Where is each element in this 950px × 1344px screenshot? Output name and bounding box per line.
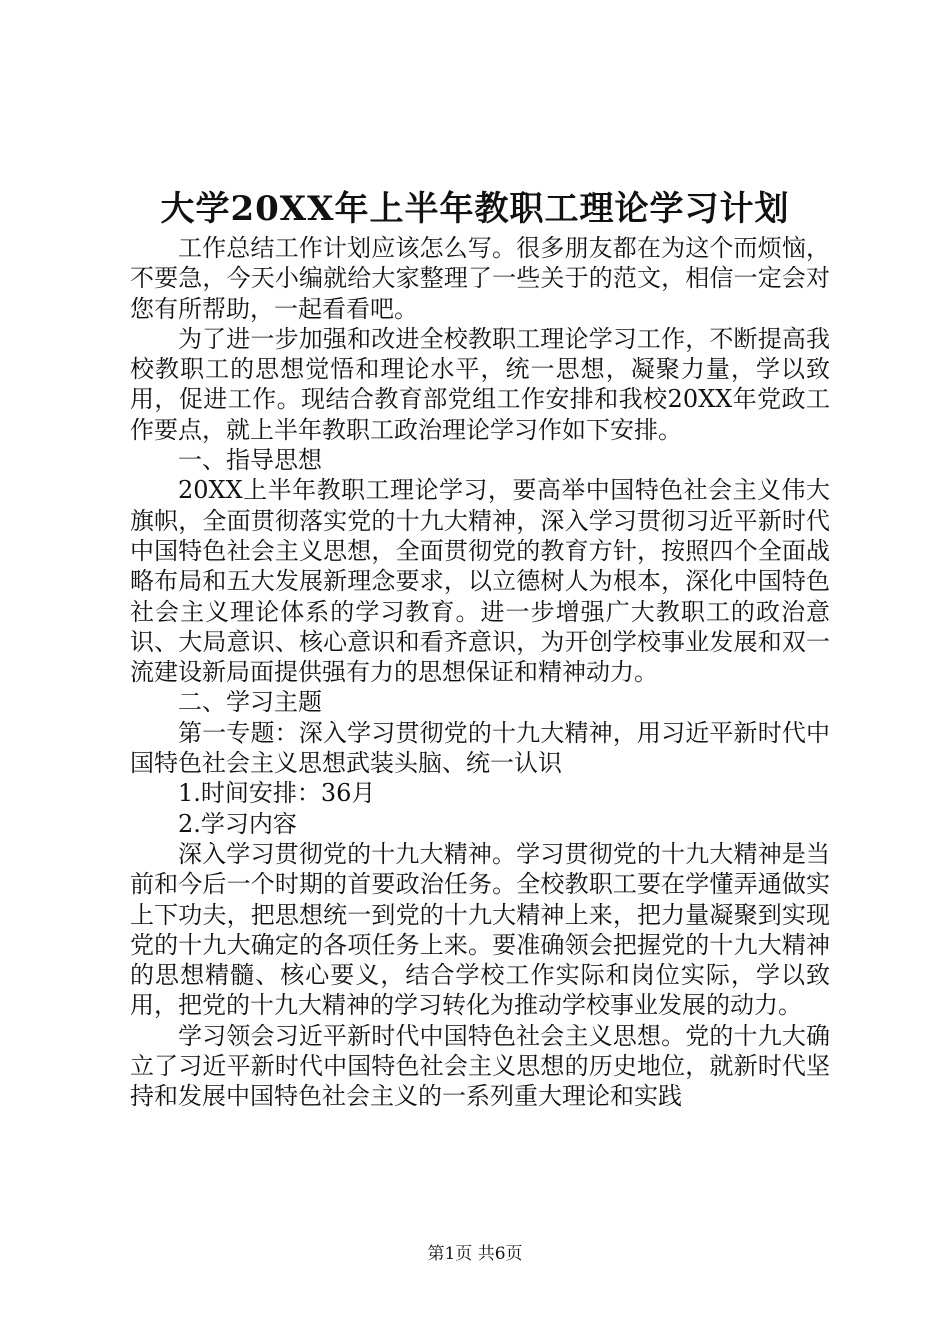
paragraph-guiding-thought: 20XX上半年教职工理论学习，要高举中国特色社会主义伟大旗帜，全面贯彻落实党的十九大精神，深入学习贯彻习近平新时代中国特色社会主义思想，全面贯彻党的教育方针，按照四个全面战略布局和五大发展新理念要求，以立德树人为根本，深化中国特色社会主义理论体系的学习教育。进一步增强广大教职工的政治意识、大局意识、核心意识和看齐意识，为开创学校事业发展和双一流建设新局面提供强有力的思想保证和精神动力。 <box>130 476 830 687</box>
paragraph-study-content-heading: 2.学习内容 <box>178 809 297 838</box>
section-heading-study-theme: 二、学习主题 <box>178 688 322 717</box>
paragraph-schedule: 1.时间安排：36月 <box>178 779 376 808</box>
page-number-footer: 第1页 共6页 <box>427 1244 523 1264</box>
paragraph-topic-one: 第一专题：深入学习贯彻党的十九大精神，用习近平新时代中国特色社会主义思想武装头脑、统一认识 <box>130 718 830 778</box>
paragraph-intro: 工作总结工作计划应该怎么写。很多朋友都在为这个而烦恼，不要急，今天小编就给大家整理了一些关于的范文，相信一定会对您有所帮助，一起看看吧。 <box>130 234 830 323</box>
paragraph-purpose: 为了进一步加强和改进全校教职工理论学习工作，不断提高我校教职工的思想觉悟和理论水平，统一思想，凝聚力量，学以致用，促进工作。现结合教育部党组工作安排和我校20XX年党政工作要点，就上半年教职工政治理论学习作如下安排。 <box>130 324 830 444</box>
document-body <box>130 233 830 1112</box>
paragraph-study-nineteenth-congress: 深入学习贯彻党的十九大精神。学习贯彻党的十九大精神是当前和今后一个时期的首要政治任务。全校教职工要在学懂弄通做实上下功夫，把思想统一到党的十九大精神上来，把力量凝聚到实现党的十九大确定的各项任务上来。要准确领会把握党的十九大精神的思想精髓、核心要义，结合学校工作实际和岗位实际，学以致用，把党的十九大精神的学习转化为推动学校事业发展的动力。 <box>130 839 830 1020</box>
document-title: 大学20XX年上半年教职工理论学习计划 <box>160 189 790 229</box>
paragraph-study-thought: 学习领会习近平新时代中国特色社会主义思想。党的十九大确立了习近平新时代中国特色社会主义思想的历史地位，就新时代坚持和发展中国特色社会主义的一系列重大理论和实践 <box>130 1021 830 1111</box>
section-heading-guiding-thought: 一、指导思想 <box>178 446 322 475</box>
